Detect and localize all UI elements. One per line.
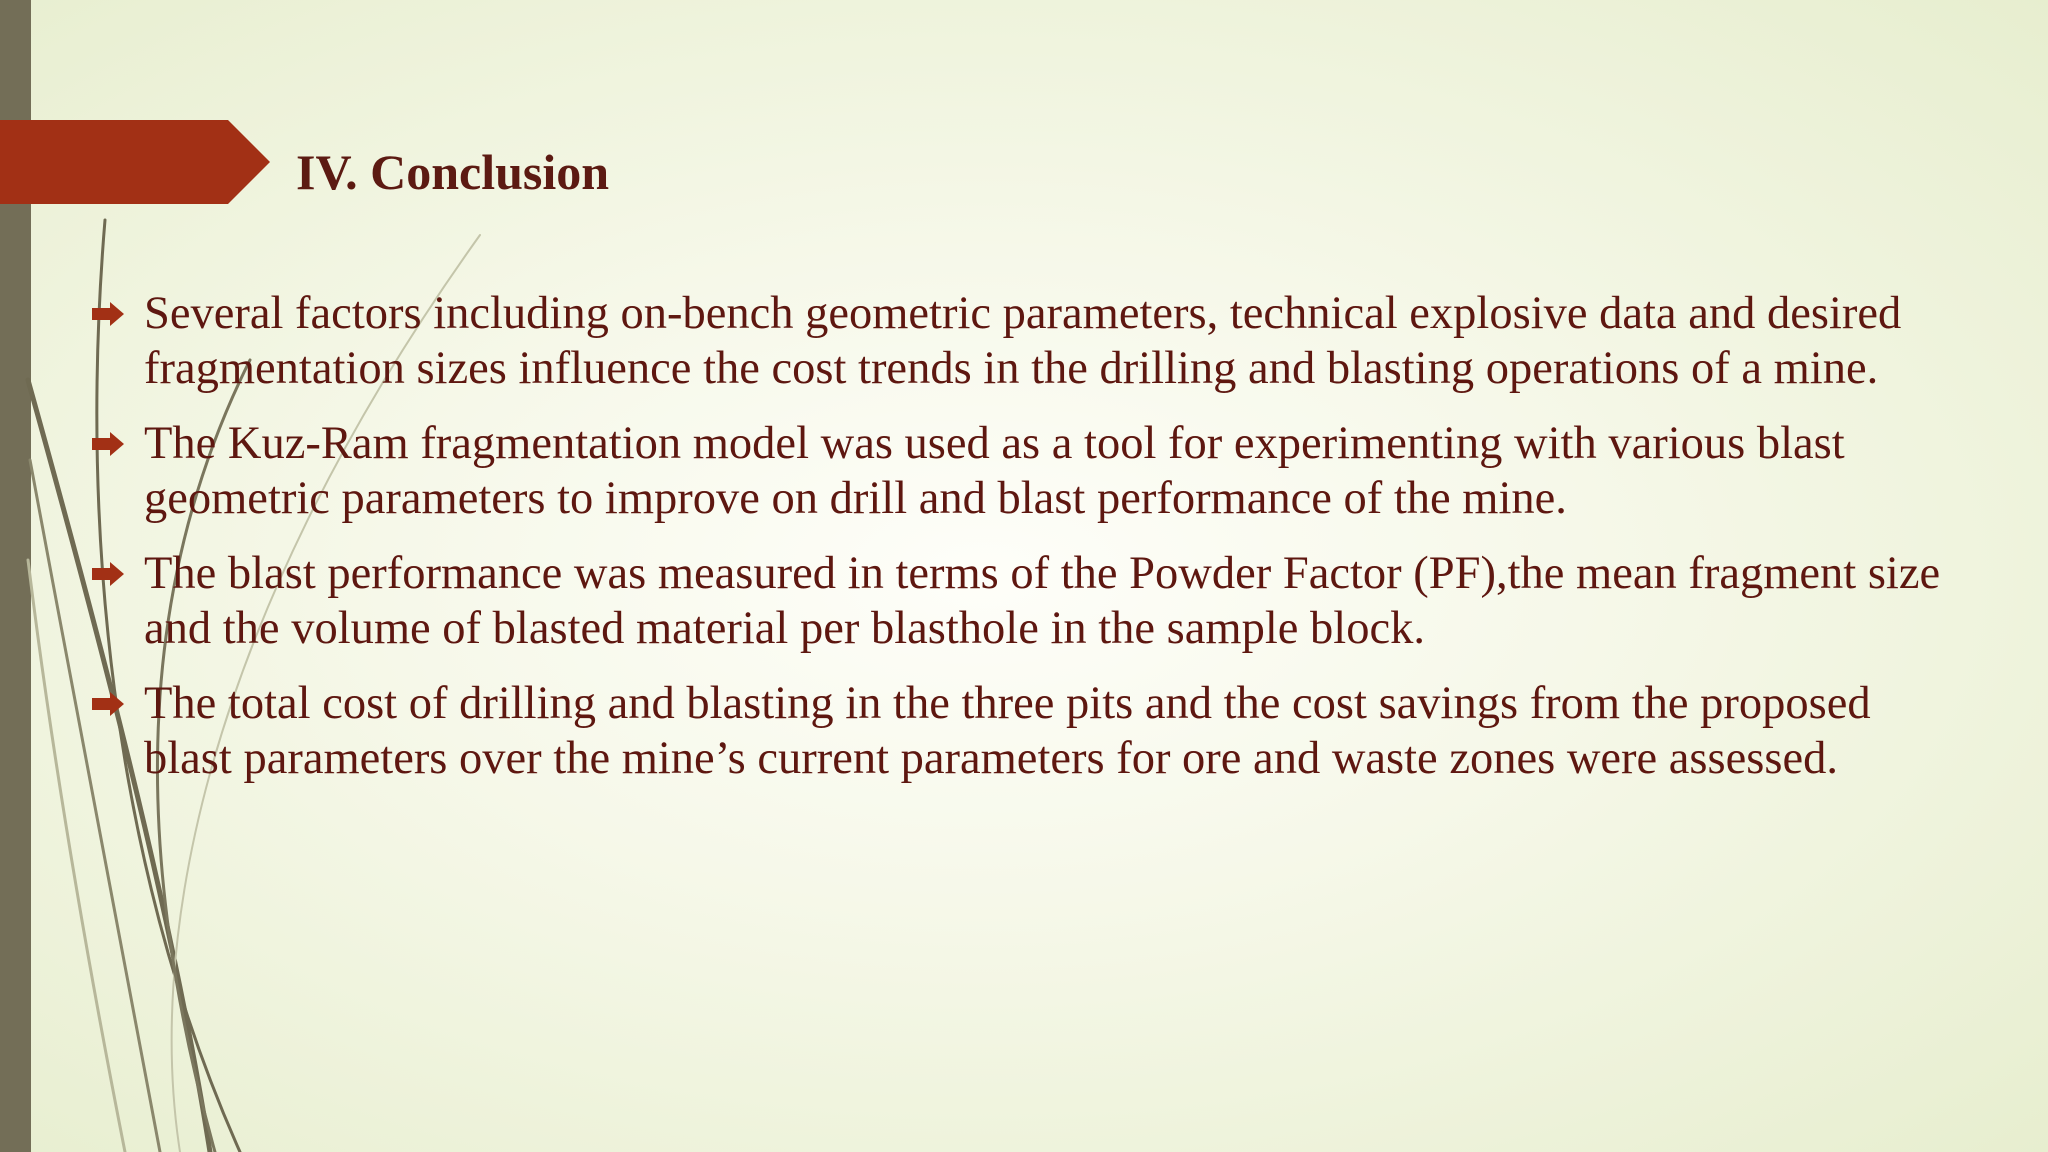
bullet-list <box>90 286 1950 806</box>
pointing-arrow-icon <box>90 429 128 459</box>
bullet-text: Several factors including on-bench geometric parameters, technical explosive data and desired fragmentation sizes influence the cost trends in the drilling and blasting operations of a mine. <box>144 288 1902 394</box>
bullet-text: The total cost of drilling and blasting in the three pits and the cost savings from the proposed blast parameters over the mine’s current parameters for ore and waste zones were assessed. <box>144 678 1871 784</box>
pointing-arrow-icon <box>90 689 128 719</box>
bullet-item <box>90 676 1950 786</box>
pointing-arrow-icon <box>90 559 128 589</box>
slide-title: IV. Conclusion <box>296 144 610 200</box>
bullet-item <box>90 546 1950 656</box>
bullet-text: The blast performance was measured in terms of the Powder Factor (PF),the mean fragment size and the volume of blasted material per blasthole in the sample block. <box>144 548 1941 654</box>
bullet-item <box>90 286 1950 396</box>
pointing-arrow-icon <box>90 299 128 329</box>
bullet-item <box>90 416 1950 526</box>
bullet-text: The Kuz-Ram fragmentation model was used as a tool for experimenting with various blast geometric parameters to improve on drill and blast performance of the mine. <box>144 418 1845 524</box>
title-banner-arrow <box>0 120 270 204</box>
